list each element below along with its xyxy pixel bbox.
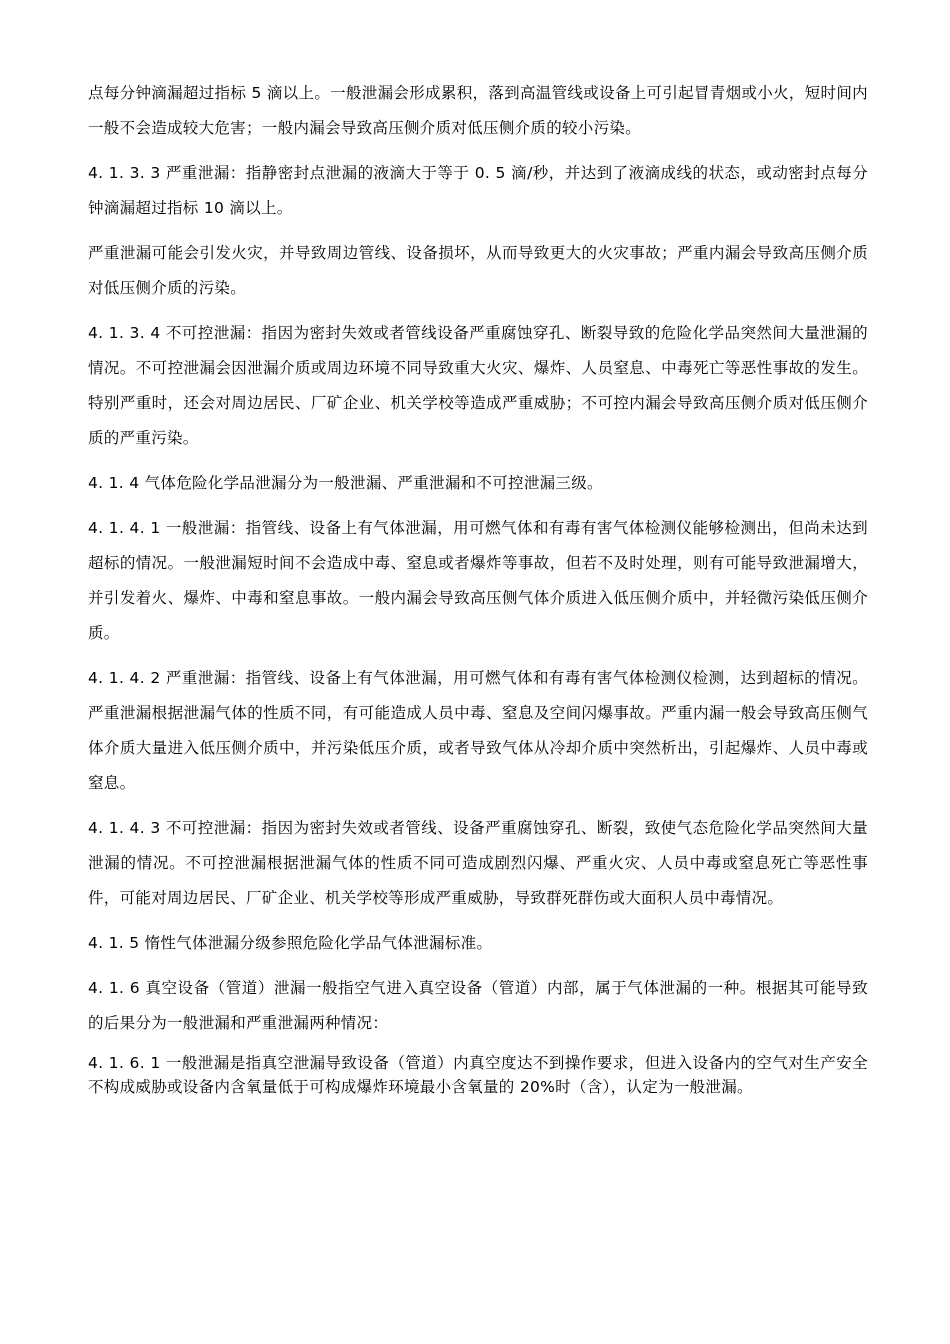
paragraph-continuation-dripping: 点每分钟滴漏超过指标 5 滴以上。一般泄漏会形成累积，落到高温管线或设备上可引起冒青烟或小火，短时间内一般不会造成较大危害；一般内漏会导致高压侧介质对低压侧介质的较小污染。 <box>88 84 868 137</box>
paragraph-4-1-4-1: 4. 1. 4. 1 一般泄漏：指管线、设备上有气体泄漏，用可燃气体和有毒有害气体检测仪能够检测出，但尚未达到超标的情况。一般泄漏短时间不会造成中毒、窒息或者爆炸等事故，但若不及时处理，则有可能导致泄漏增大，并引发着火、爆炸、中毒和窒息事故。一般内漏会导致高压侧气体介质进入低压侧介质中，并轻微污染低压侧介质。 <box>88 519 868 642</box>
paragraph-4-1-6: 4. 1. 6 真空设备（管道）泄漏一般指空气进入真空设备（管道）内部，属于气体泄漏的一种。根据其可能导致的后果分为一般泄漏和严重泄漏两种情况： <box>88 979 868 1032</box>
paragraph-4-1-3-3: 4. 1. 3. 3 严重泄漏：指静密封点泄漏的液滴大于等于 0. 5 滴/秒，并达到了液滴成线的状态，或动密封点每分钟滴漏超过指标 10 滴以上。 <box>88 164 868 217</box>
paragraph-severe-leak-consequence: 严重泄漏可能会引发火灾，并导致周边管线、设备损坏，从而导致更大的火灾事故；严重内漏会导致高压侧介质对低压侧介质的污染。 <box>88 244 868 297</box>
paragraph-4-1-4: 4. 1. 4 气体危险化学品泄漏分为一般泄漏、严重泄漏和不可控泄漏三级。 <box>88 474 603 492</box>
paragraph-4-1-6-1: 4. 1. 6. 1 一般泄漏是指真空泄漏导致设备（管道）内真空度达不到操作要求，但进入设备内的空气对生产安全不构成威胁或设备内含氧量低于可构成爆炸环境最小含氧量的 20%时（含），认定为一般泄漏。 <box>88 1054 868 1096</box>
paragraph-4-1-5: 4. 1. 5 惰性气体泄漏分级参照危险化学品气体泄漏标准。 <box>88 934 493 952</box>
paragraph-4-1-4-3: 4. 1. 4. 3 不可控泄漏：指因为密封失效或者管线、设备严重腐蚀穿孔、断裂，致使气态危险化学品突然间大量泄漏的情况。不可控泄漏根据泄漏气体的性质不同可造成剧烈闪爆、严重火灾、人员中毒或窒息死亡等恶性事件，可能对周边居民、厂矿企业、机关学校等形成严重威胁，导致群死群伤或大面积人员中毒情况。 <box>88 819 868 907</box>
document-body <box>88 76 868 1109</box>
paragraph-4-1-3-4: 4. 1. 3. 4 不可控泄漏：指因为密封失效或者管线设备严重腐蚀穿孔、断裂导致的危险化学品突然间大量泄漏的情况。不可控泄漏会因泄漏介质或周边环境不同导致重大火灾、爆炸、人员窒息、中毒死亡等恶性事故的发生。特别严重时，还会对周边居民、厂矿企业、机关学校等造成严重威胁；不可控内漏会导致高压侧介质对低压侧介质的严重污染。 <box>88 324 868 447</box>
paragraph-4-1-4-2: 4. 1. 4. 2 严重泄漏：指管线、设备上有气体泄漏，用可燃气体和有毒有害气体检测仪检测，达到超标的情况。严重泄漏根据泄漏气体的性质不同，有可能造成人员中毒、窒息及空间闪爆事故。严重内漏一般会导致高压侧气体介质大量进入低压侧介质中，并污染低压介质，或者导致气体从冷却介质中突然析出，引起爆炸、人员中毒或窒息。 <box>88 669 868 792</box>
